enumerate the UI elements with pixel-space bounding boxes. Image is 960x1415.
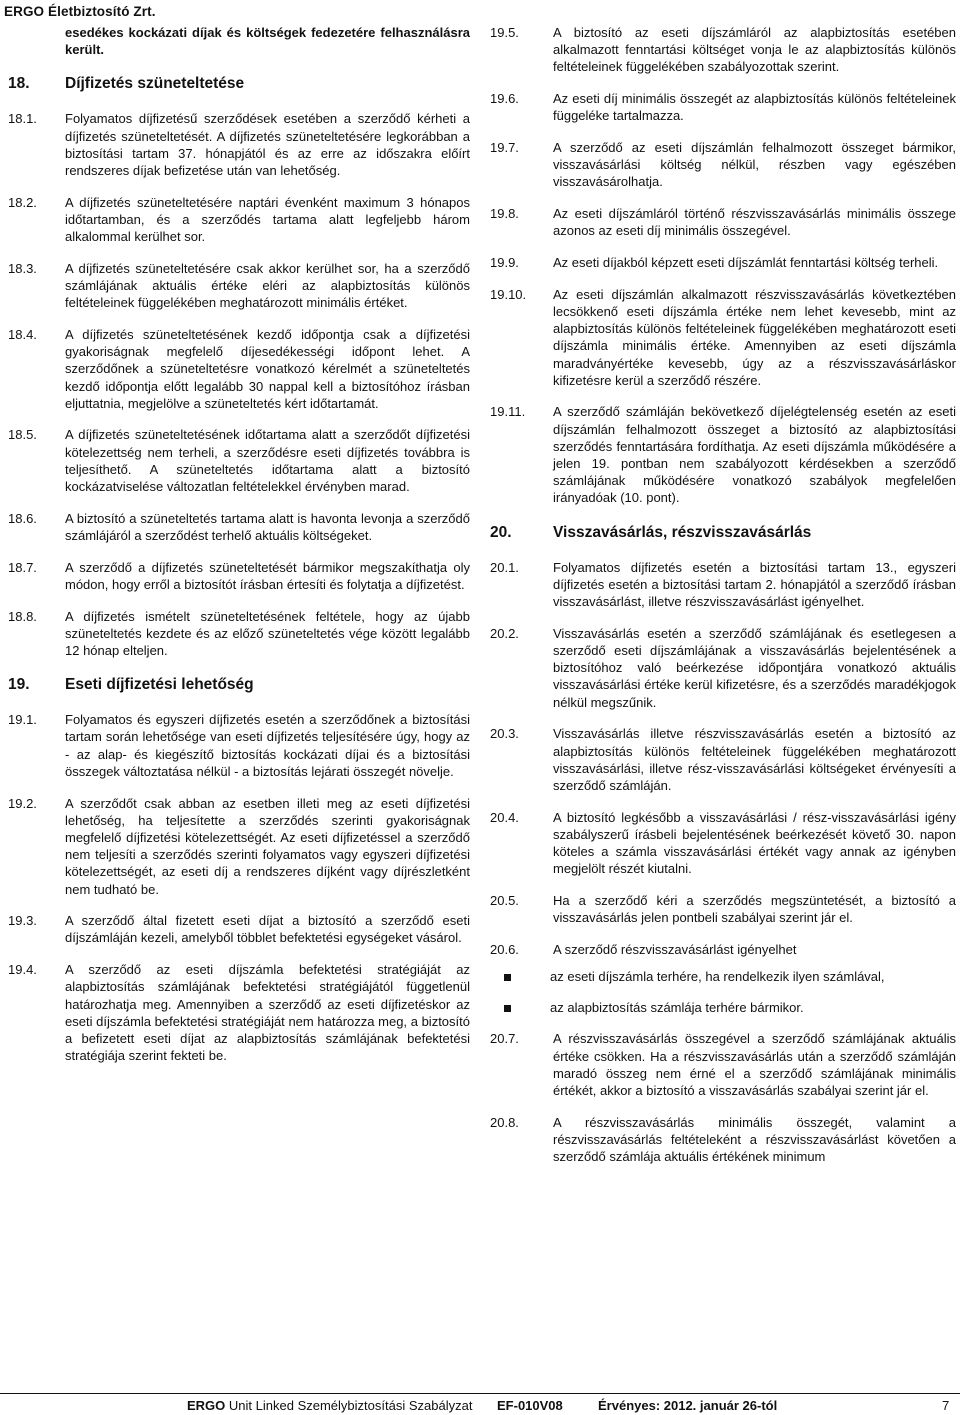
clause-text: A biztosító az eseti díjszámláról az alapbiztosítás esetében alkalmazott fenntartási költséget vonja le az alapbiztosítás különös feltételeinek függelékében szabályozottak szerint.: [553, 25, 956, 75]
clause-number: 20.3.: [490, 726, 519, 742]
clause-number: 18.2.: [8, 194, 37, 210]
clause-item: [8, 426, 470, 495]
clause-text: A szerződő részvisszavásárlást igényelhet: [553, 941, 797, 957]
clause-number: 19.5.: [490, 25, 519, 40]
section-19-items: [8, 711, 470, 1064]
clause-item: [490, 286, 956, 389]
company-header: ERGO Életbiztosító Zrt.: [4, 4, 156, 19]
clause-item: [8, 912, 470, 946]
square-bullet-icon: [504, 974, 511, 981]
clause-text: Az eseti díjszámláról történő részvisszavásárlás minimális összege azonos az eseti díj minimális összegével.: [553, 206, 956, 239]
clause-text: Folyamatos és egyszeri díjfizetés esetén a szerződőnek a biztosítási tartam során lehetősége van eseti díjfizetés teljesítésére úgy, hogy az - az alap- és kiegészítő biztosítás kockázati díjai és a biztosítási összegek változtatása nélkül - a biztosítás lejárati összegét növelje.: [65, 712, 470, 779]
clause-text: A szerződő az eseti díjszámla befektetési stratégiáját az alapbiztosítás számlájának befektetési stratégiájától függetlenül határozhatja meg. Amennyiben a szerződő az eseti díjfizetéskor az eseti díjszámla befektetési stratégiáját nem határozza meg, a biztosító a befizetett eseti díjat az alapbiztosítás számlájának befektetési stratégiája szerint fekteti be.: [65, 962, 470, 1064]
clause-text: Folyamatos díjfizetésű szerződések esetében a szerződő kérheti a díjfizetés szüneteltetését. A díjfizetés szüneteltetésére legkorábban a biztosítási tartam 37. hónapjától és az erre az időszakra előírt rendszeres díjak befizetése után van lehetőség.: [65, 111, 470, 179]
clause-text: A szerződő számláján bekövetkező díjelégtelenség esetén az eseti díjszámlán felhalmozott összeget a biztosító az alapbiztosítási szerződés fenntartására fordíthatja. Az eseti díjszámla működésére a jelen 19. pontban nem szabályozott kérdésekben a szerződő számlájának működésére vonatkozó szabályok megfelelően irányadóak (10. pont).: [553, 404, 956, 506]
clause-item: [490, 90, 956, 124]
clause-text: A díjfizetés szüneteltetésének időtartama alatt a szerződőt díjfizetési kötelezettség nem terheli, a szerződésre eseti díjfizetés továbbra is teljesíthető. A szüneteltetés időtartama alatt a biztosító kockázatviselése változatlan feltételekkel érvényben marad.: [65, 427, 470, 495]
right-column: [490, 24, 956, 1180]
clause-number: 18.1.: [8, 111, 37, 127]
clause-text: Visszavásárlás illetve részvisszavásárlás esetén a biztosító az alapbiztosítás különös feltételeinek függelékében meghatározott visszavásárlási, illetve rész-visszavásárlási költségeket érvényesíti a szerződő számláján.: [553, 726, 956, 793]
bullet-list: [490, 968, 956, 1016]
section-number: 19.: [8, 676, 30, 694]
footer-doc-code: EF-010V08: [497, 1398, 563, 1413]
clause-text: A biztosító a szüneteltetés tartama alatt is havonta levonja a szerződő számlájáról a szerződést terhelő aktuális költségeket.: [65, 510, 470, 543]
intro-row: [8, 24, 470, 58]
clause-number: 18.6.: [8, 510, 37, 526]
clause-number: 20.1.: [490, 559, 519, 575]
section-title: Díjfizetés szüneteltetése: [65, 75, 245, 93]
clause-text: A szerződőt csak abban az esetben illeti meg az eseti díjfizetési lehetőség, ha teljesítette a szerződés szerinti gyakoriságnak megfelelő díjfizetési kötelezettségét. Az eseti díjfizetéssel a szerződő nem teljesíti a szerződés szerinti folyamatos vagy egyszeri díjfizetési kötelezettségét, az eseti díj a rendszeres díjként vagy díjrészletként nem tudható be.: [65, 795, 470, 897]
page-footer: [0, 1393, 960, 1413]
clause-number: 19.9.: [490, 255, 519, 271]
clause-text: Az eseti díjszámlán alkalmazott részvisszavásárlás következtében lecsökkenő eseti díjszámla értéke nem lehet kevesebb, mint az alapbiztosítás különös feltételeinek függelékében meghatározott eseti díjszámla minimális értéke. Amennyiben az eseti díjszámla maradványértéke kevesebb, úgy az a részvisszavásárláskor kifizetésre kerül a szerződő részére.: [553, 286, 956, 388]
clause-item: [8, 194, 470, 246]
clause-text: A díjfizetés ismételt szüneteltetésének feltétele, hogy az újabb szüneteltetés kezdete és az előző szüneteltetés vége között legalább 12 hónap elteljen.: [65, 608, 470, 658]
left-column: [8, 24, 470, 1079]
clause-item: [490, 1030, 956, 1099]
section-19-continued: [490, 24, 956, 507]
clause-number: 19.4.: [8, 962, 37, 978]
clause-text: Visszavásárlás esetén a szerződő számlájának és esetlegesen a szerződő eseti díjszámlájának a visszavásárlás bejelentésének a biztosítóhoz való beérkezése időpontjára vonatkozó aktuális visszavásárlási értéke kerül kifizetésre, és a szerződés maradékjogok nélkül megszűnik.: [553, 625, 956, 710]
clause-item: [490, 809, 956, 878]
clause-number: 20.5.: [490, 892, 519, 908]
clause-number: 20.2.: [490, 625, 519, 641]
bullet-text: az eseti díjszámla terhére, ha rendelkezik ilyen számlával,: [550, 969, 885, 985]
clause-item: [8, 510, 470, 544]
section-20-items: [490, 559, 956, 1166]
clause-number: 19.11.: [490, 404, 526, 420]
clause-item: [8, 260, 470, 312]
clause-item: [8, 110, 470, 179]
footer-doc-title: Unit Linked Személybiztosítási Szabályzat: [228, 1398, 473, 1413]
section-title: Eseti díjfizetési lehetőség: [65, 676, 254, 694]
clause-number: 19.8.: [490, 206, 519, 222]
clause-text: A biztosító legkésőbb a visszavásárlási / rész-visszavásárlási igény szabályszerű írásbeli bejelentésének beérkezését követő 30. napon köteles a számla visszavásárlási értékét vagy annak az igényben megjelölt részét kiutalni.: [553, 809, 956, 877]
clause-item: [490, 254, 956, 271]
clause-number: 18.7.: [8, 559, 37, 575]
clause-item: [8, 559, 470, 593]
clause-number: 18.5.: [8, 427, 37, 443]
clause-item: [490, 403, 956, 506]
clause-text: Ha a szerződő kéri a szerződés megszüntetését, a biztosító a visszavásárlás jelen pontbeli szabályai szerint jár el.: [553, 892, 956, 926]
clause-text: A részvisszavásárlás minimális összegét, valamint a részvisszavásárlás feltételeként a részvisszavásárlást követően a szerződő számlája aktuális értékének minimum: [553, 1114, 956, 1165]
clause-text: A részvisszavásárlás összegével a szerződő számlájának aktuális értéke csökken. Ha a részvisszavásárlás után a szerződő számláján maradó összeg nem érné el a szerződő számlájának minimális értékét, akkor a biztosító a visszavásárlás szabályai szerint jár el.: [553, 1031, 956, 1099]
clause-item: [490, 205, 956, 239]
clause-number: 19.1.: [8, 712, 37, 728]
section-20-heading: [490, 523, 956, 542]
bullet-text: az alapbiztosítás számlája terhére bármikor.: [550, 1000, 804, 1016]
section-title: Visszavásárlás, részvisszavásárlás: [553, 523, 812, 541]
clause-text: A díjfizetés szüneteltetésének kezdő időpontja csak a díjfizetési gyakoriságnak megfelelő díjesedékességi időpont lehet. A szerződőnek a szüneteltetésre vonatkozó kérelmét a szüneteltetés kezdő időpontja előtt legalább 30 nappal kell a biztosítóhoz írásban eljuttatnia, megjelölve a szüneteltetés kért időtartamát.: [65, 326, 470, 411]
footer-brand: ERGO: [187, 1398, 226, 1413]
clause-number: 19.10.: [490, 286, 527, 302]
clause-number: 20.4.: [490, 809, 519, 825]
intro-text: esedékes kockázati díjak és költségek fedezetére felhasználásra került.: [65, 25, 470, 58]
clause-text: A díjfizetés szüneteltetésére csak akkor kerülhet sor, ha a szerződő számlájának aktuális értéke eléri az alapbiztosítás különös feltételeinek függelékében meghatározott minimális értéket.: [65, 260, 470, 311]
clause-text: A szerződő a díjfizetés szüneteltetését bármikor megszakíthatja oly módon, hogy erről a biztosítót írásban értesíti és folytatja a díjfizetést.: [65, 559, 470, 592]
clause-item: [8, 711, 470, 780]
section-number: 18.: [8, 75, 30, 93]
clause-text: Az eseti díj minimális összegét az alapbiztosítás különös feltételeinek függeléke tartalmazza.: [553, 91, 956, 124]
clause-number: 19.6.: [490, 91, 519, 107]
clause-item: [490, 941, 956, 958]
clause-text: A szerződő az eseti díjszámlán felhalmozott összeget bármikor, visszavásárlási költség nélkül, részben vagy egészében visszavásárolhatja.: [553, 140, 956, 190]
clause-text: A szerződő által fizetett eseti díjat a biztosító a szerződő eseti díjszámláján kezeli, amelyből többlet befektetési egységeket vásárol.: [65, 913, 470, 946]
section-18-items: [8, 110, 470, 659]
clause-number: 19.2.: [8, 795, 37, 811]
bullet-item: [490, 968, 956, 985]
clause-number: 18.3.: [8, 260, 37, 276]
section-19-heading: [8, 675, 470, 694]
clause-item: [8, 961, 470, 1064]
clause-number: 20.7.: [490, 1031, 519, 1047]
clause-item: [8, 795, 470, 898]
bullet-item: [490, 999, 956, 1016]
clause-item: [8, 326, 470, 412]
clause-item: [490, 139, 956, 191]
clause-number: 20.8.: [490, 1114, 519, 1130]
clause-number: 20.6.: [490, 941, 519, 957]
clause-number: 19.3.: [8, 913, 37, 929]
clause-text: A díjfizetés szüneteltetésére naptári évenként maximum 3 hónapos időtartamban, és a szerződés tartama alatt legfeljebb három alkalommal kerülhet sor.: [65, 194, 470, 245]
clause-item: [490, 892, 956, 926]
clause-text: Az eseti díjakból képzett eseti díjszámlát fenntartási költség terheli.: [553, 255, 939, 271]
section-number: 20.: [490, 523, 512, 541]
section-18-heading: [8, 74, 470, 93]
clause-number: 18.4.: [8, 326, 37, 342]
clause-item: [490, 725, 956, 794]
clause-text: Folyamatos díjfizetés esetén a biztosítási tartam 13., egyszeri díjfizetés esetén a biztosítási tartam 2. hónapjától a szerződő írásban visszavásárlást, illetve részvisszavásárlást igényelhet.: [553, 559, 956, 610]
clause-item: [490, 625, 956, 711]
clause-item: [8, 608, 470, 660]
square-bullet-icon: [504, 1005, 511, 1012]
clause-number: 18.8.: [8, 608, 37, 624]
clause-item: [490, 24, 956, 76]
clause-item: [490, 1114, 956, 1166]
clause-item: [490, 559, 956, 611]
footer-validity: Érvényes: 2012. január 26-tól: [598, 1398, 778, 1413]
page-number: 7: [942, 1398, 950, 1413]
clause-number: 19.7.: [490, 140, 519, 156]
